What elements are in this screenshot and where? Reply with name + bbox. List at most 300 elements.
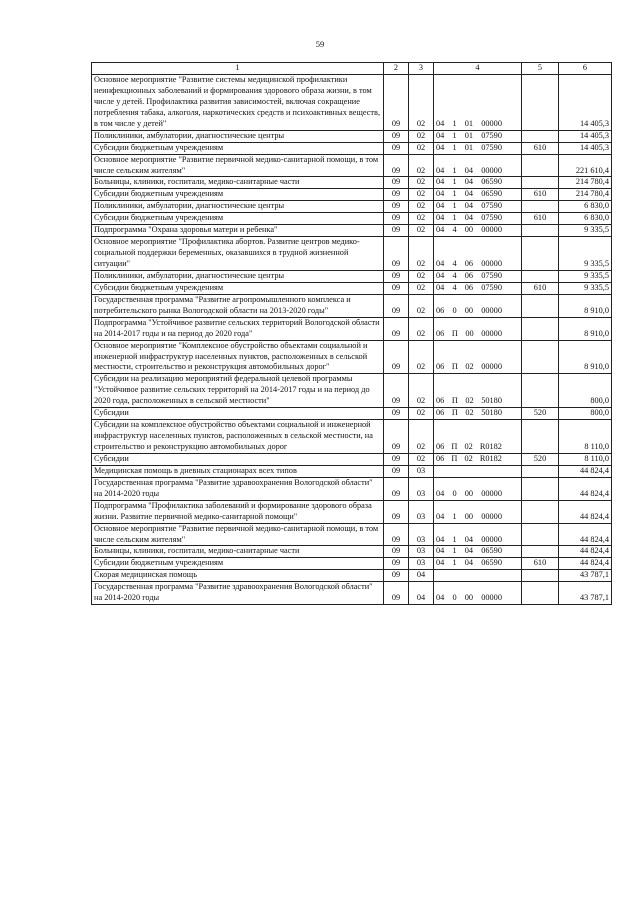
row-amount: 14 405,3	[559, 142, 612, 154]
row-expense-type	[522, 374, 559, 408]
row-section: 09	[384, 213, 409, 225]
row-name: Субсидии бюджетным учреждениям	[92, 558, 384, 570]
row-target-article	[434, 142, 522, 154]
code-event: 00	[464, 511, 474, 521]
row-name: Субсидии	[92, 453, 384, 465]
row-name: Подпрограмма "Профилактика заболеваний и формирование здорового образа жизни. Развитие первичной медико-санитарной помощи"	[92, 500, 384, 523]
code-program: 04	[436, 488, 445, 498]
row-subsection: 02	[409, 374, 434, 408]
row-expense-type	[522, 465, 559, 477]
code-subprogram: 1	[452, 142, 457, 152]
row-amount: 8 110,0	[559, 420, 612, 454]
row-target-article	[434, 340, 522, 374]
code-direction: 00000	[481, 328, 502, 338]
code-direction: 07590	[481, 213, 502, 223]
row-amount: 8 910,0	[559, 340, 612, 374]
table-row	[92, 340, 612, 374]
target-article-code	[436, 396, 502, 407]
code-subprogram: 0	[452, 488, 457, 498]
code-program: 06	[436, 396, 445, 406]
code-event: 02	[465, 396, 474, 406]
row-name: Субсидии бюджетным учреждениям	[92, 189, 384, 201]
row-name: Субсидии бюджетным учреждениям	[92, 213, 384, 225]
table-row	[92, 237, 612, 271]
code-direction: 50180	[481, 396, 502, 406]
code-program: 04	[436, 534, 445, 544]
row-name: Субсидии на комплексное обустройство объектами социальной и инженерной инфраструктур населенных пунктов, расположенных в сельской местности, на строительство и реконструкцию автомобильных дорог	[92, 420, 384, 454]
row-subsection: 02	[409, 225, 434, 237]
code-program: 06	[436, 442, 445, 451]
row-amount: 44 824,4	[559, 500, 612, 523]
code-subprogram: 0	[452, 593, 457, 603]
target-article-code	[436, 259, 502, 270]
target-article-code	[436, 442, 502, 453]
row-subsection: 02	[409, 453, 434, 465]
code-direction: R0182	[479, 442, 502, 451]
row-expense-type	[522, 177, 559, 189]
row-target-article	[434, 317, 522, 340]
table-row	[92, 570, 612, 582]
code-direction: 07590	[481, 142, 502, 152]
row-amount: 44 824,4	[559, 477, 612, 500]
code-program: 04	[436, 546, 445, 556]
row-subsection: 02	[409, 213, 434, 225]
code-event: 04	[464, 189, 474, 199]
code-subprogram: 1	[452, 534, 457, 544]
row-subsection: 03	[409, 558, 434, 570]
row-section: 09	[384, 201, 409, 213]
code-program: 06	[436, 453, 445, 463]
code-direction: 06590	[481, 558, 502, 568]
row-expense-type	[522, 130, 559, 142]
table-row	[92, 189, 612, 201]
code-event: 02	[465, 362, 474, 372]
row-section: 09	[384, 523, 409, 546]
target-article-code	[436, 306, 502, 317]
row-name: Подпрограмма "Устойчивое развитие сельских территорий Вологодской области на 2014-2017 годы и на период до 2020 года"	[92, 317, 384, 340]
row-target-article	[434, 465, 522, 477]
row-amount: 800,0	[559, 374, 612, 408]
row-expense-type	[522, 294, 559, 317]
row-section: 09	[384, 477, 409, 500]
row-target-article	[434, 201, 522, 213]
target-article-code	[436, 213, 502, 224]
code-event: 06	[464, 270, 474, 280]
row-expense-type	[522, 317, 559, 340]
row-subsection: 02	[409, 154, 434, 177]
code-subprogram: 1	[452, 118, 457, 128]
row-amount: 6 830,0	[559, 213, 612, 225]
target-article-code	[436, 131, 502, 142]
row-section: 09	[384, 570, 409, 582]
row-target-article	[434, 237, 522, 271]
code-program: 04	[436, 558, 445, 568]
code-event: 04	[464, 213, 474, 223]
row-target-article	[434, 225, 522, 237]
target-article-code	[436, 271, 502, 282]
code-direction: 00000	[481, 165, 502, 175]
row-amount: 9 335,5	[559, 237, 612, 271]
row-section: 09	[384, 546, 409, 558]
row-amount: 221 610,4	[559, 154, 612, 177]
code-event: 06	[464, 259, 474, 268]
table-row	[92, 154, 612, 177]
row-section: 09	[384, 465, 409, 477]
code-event: 00	[464, 488, 474, 498]
row-target-article	[434, 189, 522, 201]
row-amount: 43 787,1	[559, 582, 612, 605]
code-program: 04	[436, 118, 445, 128]
code-program: 04	[436, 259, 445, 268]
row-name: Скорая медицинская помощь	[92, 570, 384, 582]
row-amount: 14 405,3	[559, 130, 612, 142]
row-expense-type	[522, 523, 559, 546]
code-direction: 07590	[481, 270, 502, 280]
row-amount: 214 780,4	[559, 189, 612, 201]
row-subsection: 02	[409, 282, 434, 294]
page-number: 59	[315, 39, 325, 49]
row-section: 09	[384, 453, 409, 465]
target-article-code	[436, 201, 502, 212]
table-row	[92, 465, 612, 477]
code-subprogram: П	[451, 396, 458, 406]
row-section: 09	[384, 142, 409, 154]
row-subsection: 02	[409, 408, 434, 420]
row-section: 09	[384, 374, 409, 408]
code-program: 06	[436, 408, 445, 418]
row-name: Субсидии бюджетным учреждениям	[92, 282, 384, 294]
header-col-6: 6	[559, 63, 612, 75]
row-section: 09	[384, 225, 409, 237]
target-article-code	[436, 408, 502, 419]
row-subsection: 04	[409, 570, 434, 582]
row-target-article	[434, 177, 522, 189]
table-row	[92, 294, 612, 317]
code-subprogram: 1	[452, 213, 457, 223]
target-article-code	[436, 362, 502, 373]
code-program: 06	[436, 362, 445, 372]
row-section: 09	[384, 420, 409, 454]
row-section: 09	[384, 75, 409, 131]
row-amount: 14 405,3	[559, 75, 612, 131]
table-row	[92, 213, 612, 225]
row-target-article	[434, 477, 522, 500]
target-article-code	[436, 489, 502, 500]
row-subsection: 02	[409, 270, 434, 282]
header-col-3: 3	[409, 63, 434, 75]
code-event: 01	[464, 130, 474, 140]
row-target-article	[434, 582, 522, 605]
target-article-code	[436, 454, 502, 465]
row-amount: 8 910,0	[559, 317, 612, 340]
header-col-4: 4	[434, 63, 522, 75]
target-article-code	[436, 166, 502, 177]
table-row	[92, 558, 612, 570]
row-target-article	[434, 523, 522, 546]
code-direction: 07590	[481, 130, 502, 140]
target-article-code	[436, 119, 502, 130]
row-amount: 44 824,4	[559, 465, 612, 477]
row-name: Субсидии бюджетным учреждениям	[92, 142, 384, 154]
row-expense-type: 520	[522, 453, 559, 465]
row-expense-type	[522, 154, 559, 177]
target-article-code	[436, 512, 502, 523]
code-program: 04	[436, 270, 445, 280]
code-program: 04	[436, 201, 445, 211]
table-row	[92, 130, 612, 142]
code-direction: 00000	[481, 362, 502, 372]
code-subprogram: 1	[452, 130, 457, 140]
table-row	[92, 225, 612, 237]
row-subsection: 03	[409, 523, 434, 546]
code-program: 04	[436, 593, 445, 603]
row-name: Поликлиники, амбулатории, диагностические центры	[92, 201, 384, 213]
table-row	[92, 420, 612, 454]
row-name: Медицинская помощь в дневных стационарах всех типов	[92, 465, 384, 477]
target-article-code	[436, 143, 502, 154]
code-subprogram: 1	[452, 165, 457, 175]
code-subprogram: 4	[452, 225, 457, 235]
code-event: 04	[464, 201, 474, 211]
row-name: Основное мероприятие "Развитие системы медицинской профилактики неинфекционных заболеваний и формирования здорового образа жизни, в том числе у детей. Профилактика развития зависимостей, включая сокращение потребления табака, алкоголя, наркотических средств и психоактивных веществ, в том числе у детей"	[92, 75, 384, 131]
code-event: 04	[464, 534, 474, 544]
code-subprogram: 1	[452, 511, 457, 521]
row-name: Государственная программа "Развитие здравоохранения Вологодской области" на 2014-2020 годы	[92, 477, 384, 500]
table-header-row	[92, 63, 612, 75]
row-expense-type: 520	[522, 408, 559, 420]
row-section: 09	[384, 408, 409, 420]
code-direction: 00000	[481, 488, 502, 498]
code-subprogram: 0	[452, 305, 457, 315]
table-row	[92, 582, 612, 605]
row-target-article	[434, 570, 522, 582]
row-expense-type: 610	[522, 213, 559, 225]
target-article-code	[436, 283, 502, 294]
row-amount: 8 910,0	[559, 294, 612, 317]
row-name: Государственная программа "Развитие здравоохранения Вологодской области" на 2014-2020 годы	[92, 582, 384, 605]
row-section: 09	[384, 177, 409, 189]
row-section: 09	[384, 270, 409, 282]
target-article-code	[436, 225, 502, 236]
table-row	[92, 546, 612, 558]
code-subprogram: 4	[452, 282, 457, 292]
row-expense-type: 610	[522, 558, 559, 570]
budget-table	[91, 62, 612, 605]
code-subprogram: 1	[452, 201, 457, 211]
code-event: 00	[465, 328, 474, 338]
target-article-code	[436, 593, 502, 604]
table-row	[92, 523, 612, 546]
code-program: 06	[436, 328, 445, 338]
table-row	[92, 75, 612, 131]
row-section: 09	[384, 294, 409, 317]
row-subsection: 03	[409, 465, 434, 477]
row-amount: 9 335,5	[559, 270, 612, 282]
row-subsection: 02	[409, 75, 434, 131]
row-target-article	[434, 75, 522, 131]
row-name: Субсидии	[92, 408, 384, 420]
table-row	[92, 270, 612, 282]
row-target-article	[434, 130, 522, 142]
row-amount: 44 824,4	[559, 523, 612, 546]
row-expense-type	[522, 237, 559, 271]
code-subprogram: П	[451, 362, 458, 372]
code-program: 04	[436, 225, 445, 235]
row-subsection: 02	[409, 201, 434, 213]
row-section: 09	[384, 237, 409, 271]
code-program: 04	[436, 189, 445, 199]
row-target-article	[434, 282, 522, 294]
code-event: 04	[464, 165, 474, 175]
row-amount: 44 824,4	[559, 546, 612, 558]
code-program: 04	[436, 282, 445, 292]
code-program: 04	[436, 511, 445, 521]
table-row	[92, 374, 612, 408]
row-subsection: 02	[409, 420, 434, 454]
row-target-article	[434, 213, 522, 225]
row-expense-type	[522, 420, 559, 454]
header-col-1: 1	[92, 63, 384, 75]
row-section: 09	[384, 500, 409, 523]
row-target-article	[434, 408, 522, 420]
row-target-article	[434, 374, 522, 408]
row-amount: 9 335,5	[559, 225, 612, 237]
row-amount: 43 787,1	[559, 570, 612, 582]
table-row	[92, 177, 612, 189]
code-subprogram: П	[451, 408, 458, 418]
row-name: Субсидии на реализацию мероприятий федеральной целевой программы "Устойчивое развитие сельских территорий на 2014-2017 годы и на период до 2020 года, расположенных в сельской местности"	[92, 374, 384, 408]
row-subsection: 02	[409, 130, 434, 142]
code-direction: 00000	[481, 534, 502, 544]
row-subsection: 02	[409, 189, 434, 201]
row-subsection: 02	[409, 177, 434, 189]
code-direction: 06590	[481, 546, 502, 556]
row-expense-type: 610	[522, 142, 559, 154]
code-subprogram: 1	[452, 558, 457, 568]
row-expense-type	[522, 570, 559, 582]
code-event: 01	[464, 118, 474, 128]
row-expense-type	[522, 75, 559, 131]
row-target-article	[434, 294, 522, 317]
row-target-article	[434, 546, 522, 558]
row-subsection: 02	[409, 294, 434, 317]
row-subsection: 03	[409, 500, 434, 523]
row-name: Государственная программа "Развитие агропромышленного комплекса и потребительского рынка Вологодской области на 2013-2020 годы"	[92, 294, 384, 317]
row-amount: 8 110,0	[559, 453, 612, 465]
code-subprogram: 4	[452, 259, 457, 268]
code-event: 00	[464, 593, 474, 603]
row-expense-type	[522, 225, 559, 237]
target-article-code	[436, 558, 502, 569]
code-direction: 07590	[481, 282, 502, 292]
row-section: 09	[384, 154, 409, 177]
row-subsection: 02	[409, 237, 434, 271]
code-direction: 06590	[481, 189, 502, 199]
row-name: Основное мероприятие "Развитие первичной медико-санитарной помощи, в том числе сельским жителям"	[92, 523, 384, 546]
table-row	[92, 201, 612, 213]
code-direction: 00000	[481, 593, 502, 603]
code-event: 04	[464, 558, 474, 568]
row-amount: 9 335,5	[559, 282, 612, 294]
row-target-article	[434, 558, 522, 570]
row-expense-type	[522, 340, 559, 374]
header-col-5: 5	[522, 63, 559, 75]
row-expense-type	[522, 270, 559, 282]
row-section: 09	[384, 189, 409, 201]
code-direction: 06590	[481, 177, 502, 187]
row-name: Больницы, клиники, госпитали, медико-санитарные части	[92, 177, 384, 189]
target-article-code	[436, 535, 502, 546]
table-row	[92, 453, 612, 465]
row-section: 09	[384, 130, 409, 142]
code-direction: 00000	[481, 225, 502, 235]
row-expense-type: 610	[522, 282, 559, 294]
table-row	[92, 477, 612, 500]
row-section: 09	[384, 582, 409, 605]
row-expense-type	[522, 500, 559, 523]
table-row	[92, 408, 612, 420]
row-name: Подпрограмма "Охрана здоровья матери и ребенка"	[92, 225, 384, 237]
code-event: 06	[464, 282, 474, 292]
row-subsection: 02	[409, 317, 434, 340]
code-program: 04	[436, 142, 445, 152]
target-article-code	[436, 177, 502, 188]
row-section: 09	[384, 282, 409, 294]
code-direction: 00000	[481, 118, 502, 128]
table-row	[92, 500, 612, 523]
code-program: 04	[436, 177, 445, 187]
code-event: 02	[465, 408, 474, 418]
row-amount: 44 824,4	[559, 558, 612, 570]
code-event: 00	[464, 305, 474, 315]
code-direction: 00000	[481, 259, 502, 268]
code-subprogram: 1	[452, 189, 457, 199]
code-program: 04	[436, 165, 445, 175]
row-subsection: 02	[409, 340, 434, 374]
code-direction: 50180	[481, 408, 502, 418]
code-event: 02	[464, 442, 473, 451]
row-expense-type	[522, 546, 559, 558]
row-subsection: 03	[409, 477, 434, 500]
row-amount: 214 780,4	[559, 177, 612, 189]
code-event: 01	[464, 142, 474, 152]
row-amount: 6 830,0	[559, 201, 612, 213]
code-program: 04	[436, 213, 445, 223]
row-section: 09	[384, 340, 409, 374]
code-direction: R0182	[479, 453, 502, 463]
row-name: Поликлиники, амбулатории, диагностические центры	[92, 130, 384, 142]
code-subprogram: П	[451, 453, 458, 463]
row-expense-type	[522, 477, 559, 500]
row-name: Больницы, клиники, госпитали, медико-санитарные части	[92, 546, 384, 558]
header-col-2: 2	[384, 63, 409, 75]
target-article-code	[436, 546, 502, 557]
target-article-code	[436, 189, 502, 200]
target-article-code	[436, 329, 502, 340]
code-direction: 00000	[481, 511, 502, 521]
code-subprogram: 1	[452, 177, 457, 187]
code-subprogram: 1	[452, 546, 457, 556]
code-event: 04	[464, 177, 474, 187]
table-row	[92, 142, 612, 154]
code-subprogram: 4	[452, 270, 457, 280]
code-direction: 07590	[481, 201, 502, 211]
row-name: Поликлиники, амбулатории, диагностические центры	[92, 270, 384, 282]
row-subsection: 04	[409, 582, 434, 605]
row-target-article	[434, 453, 522, 465]
row-name: Основное мероприятие "Комплексное обустройство объектами социальной и инженерной инфраструктур населенных пунктов, расположенных в сельской местности, строительство и реконструкция автомобильных дорог"	[92, 340, 384, 374]
code-event: 02	[464, 453, 473, 463]
